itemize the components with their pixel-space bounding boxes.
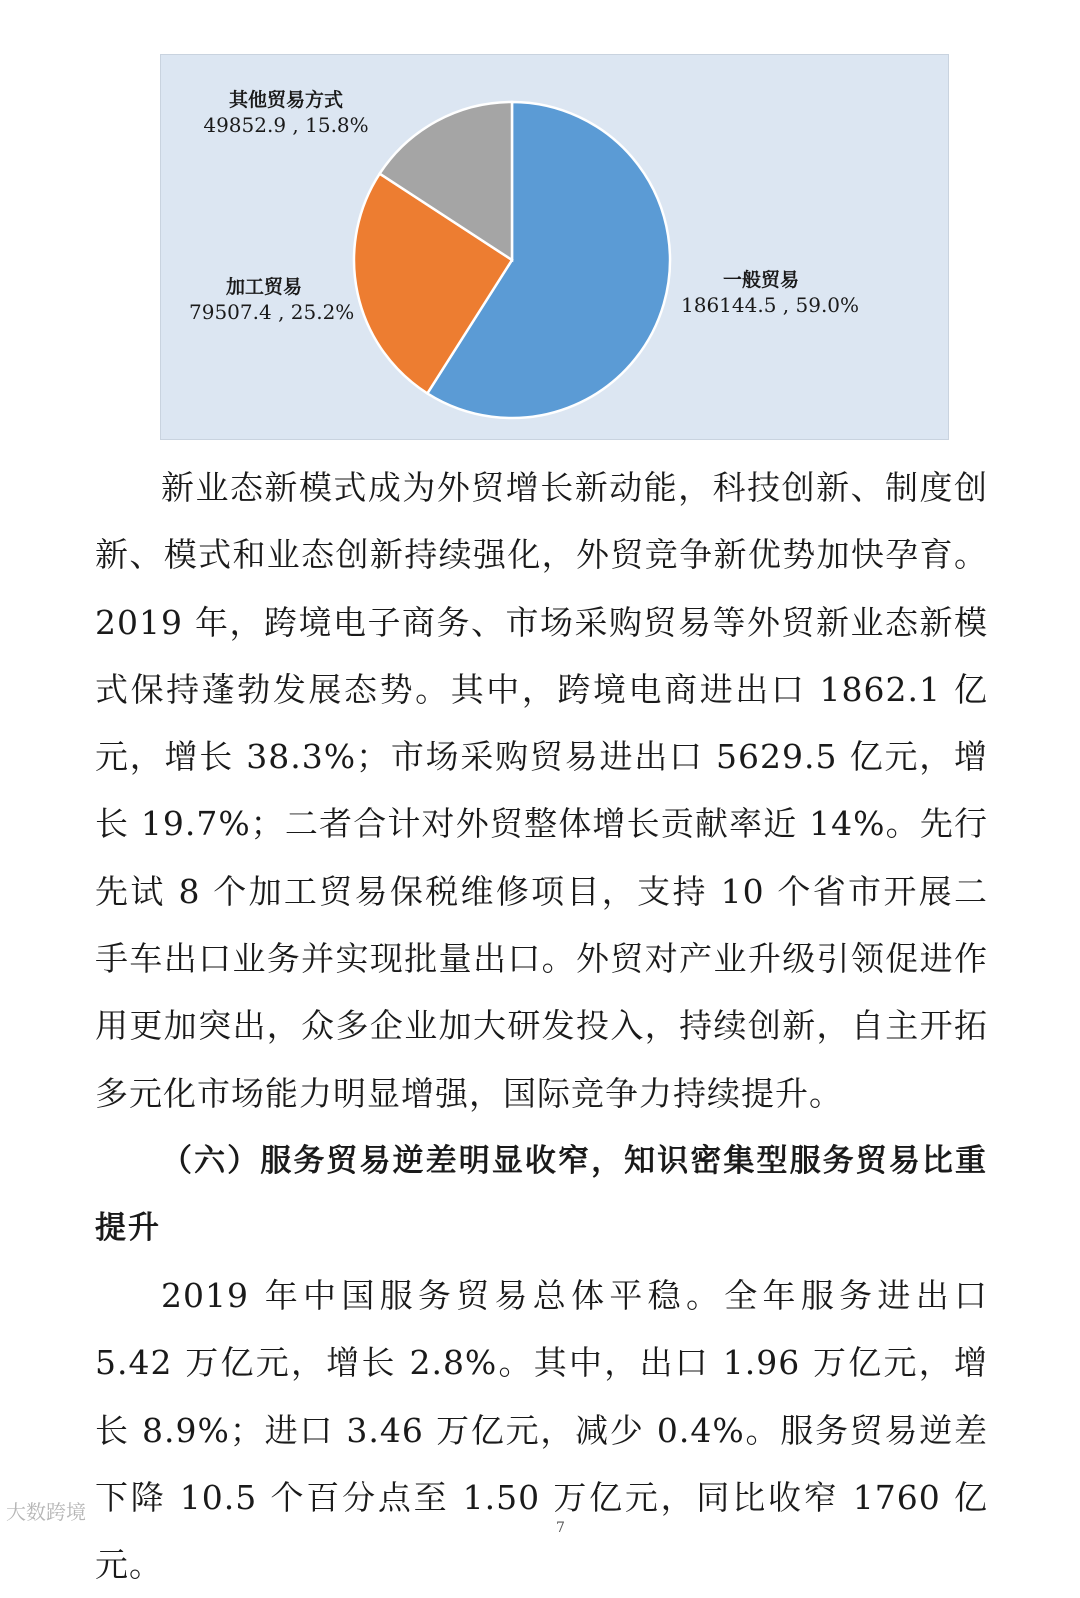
pie-label-name: 一般贸易 bbox=[722, 269, 799, 291]
trade-mode-pie-chart bbox=[160, 54, 949, 440]
pie-label-name: 其他贸易方式 bbox=[228, 89, 343, 111]
paragraph-services-trade-2019: 2019 年中国服务贸易总体平稳。全年服务进出口 5.42 万亿元，增长 2.8%。其中，出口 1.96 万亿元，增长 8.9%；进口 3.46 万亿元，减少 0.4%。服务贸易逆差下降 10.5 个百分点至 1.50 万亿元，同比收窄 1760 亿元。 bbox=[95, 1276, 988, 1585]
section-heading-services-trade: （六）服务贸易逆差明显收窄，知识密集型服务贸易比重提升 bbox=[95, 1143, 988, 1246]
pie-label-value: 49852.9 , 15.8% bbox=[203, 113, 369, 137]
pie-label-general-trade bbox=[681, 268, 860, 318]
pie-label-name: 加工贸易 bbox=[225, 276, 302, 298]
pie-label-other-trade bbox=[201, 88, 371, 138]
paragraph-new-business-models: 新业态新模式成为外贸增长新动能，科技创新、制度创新、模式和业态创新持续强化，外贸竞争新优势加快孕育。2019 年，跨境电子商务、市场采购贸易等外贸新业态新模式保持蓬勃发展态势。其中，跨境电商进出口 1862.1 亿元，增长 38.3%；市场采购贸易进出口 5629.5 亿元，增长 19.7%；二者合计对外贸整体增长贡献率近 14%。先行先试 8 个加工贸易保税维修项目，支持 10 个省市开展二手车出口业务并实现批量出口。外贸对产业升级引领促进作用更加突出，众多企业加大研发投入，持续创新，自主开拓多元化市场能力明显增强，国际竞争力持续提升。 bbox=[95, 468, 988, 1113]
pie-label-value: 79507.4 , 25.2% bbox=[189, 300, 355, 324]
pie-label-value: 186144.5 , 59.0% bbox=[681, 293, 860, 317]
watermark-logo: 大数跨境 bbox=[6, 1500, 86, 1524]
page-number: 7 bbox=[556, 1520, 565, 1536]
pie-label-processing-trade bbox=[189, 275, 355, 325]
